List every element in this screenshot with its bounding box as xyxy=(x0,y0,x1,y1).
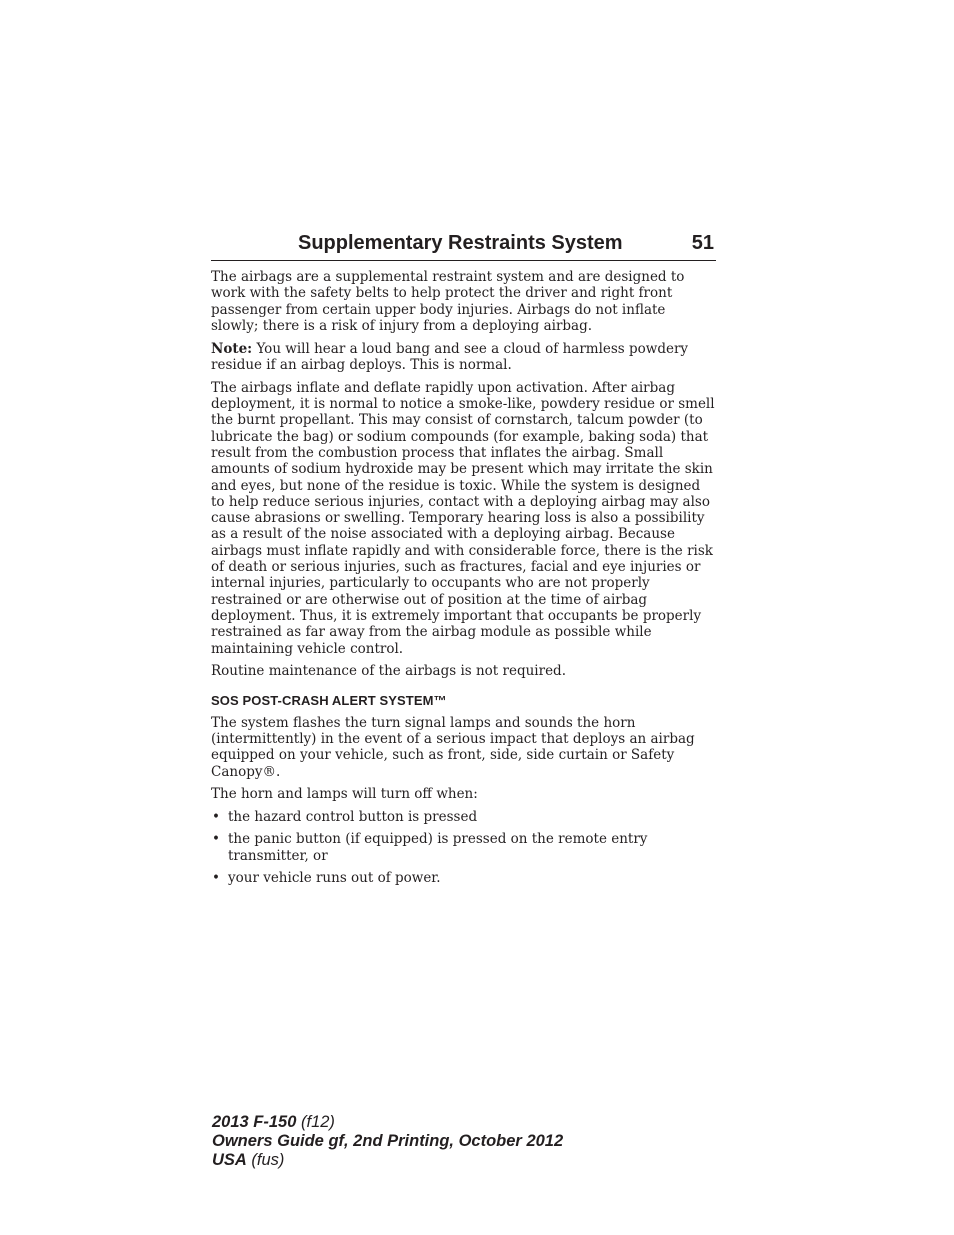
footer-model-code: (f12) xyxy=(296,1113,335,1131)
bullet-icon: • xyxy=(212,870,220,887)
page-header xyxy=(211,228,716,261)
page-number: 51 xyxy=(691,232,714,254)
footer-model: 2013 F-150 xyxy=(212,1113,297,1131)
list-item xyxy=(211,809,717,825)
intro-paragraph: The airbags are a supplemental restraint system and are designed to work with the safety belts to help protect the driver and right front passenger from certain upper body injuries. Airbags do not inflate slowly; there is a risk of injury from a deploying airbag. xyxy=(211,269,685,334)
note-text: You will hear a loud bang and see a cloud of harmless powdery residue if an airbag deploys. This is normal. xyxy=(211,340,689,373)
sos-description-paragraph: The system flashes the turn signal lamps and sounds the horn (intermittently) in the event of a serious impact that deploys an airbag equipped on your vehicle, such as front, side, side curtain or Safety Canopy®. xyxy=(211,714,695,780)
footer-guide-info: Owners Guide gf, 2nd Printing, October 2012 xyxy=(212,1132,564,1150)
footer-market: USA xyxy=(212,1151,247,1169)
note-label: Note: xyxy=(211,340,253,357)
footer-line-guide xyxy=(212,1132,563,1151)
bullet-icon: • xyxy=(212,831,220,848)
deployment-paragraph: The airbags inflate and deflate rapidly upon activation. After airbag deployment, it is normal to notice a smoke-like, powdery residue or smell the burnt propellant. This may consist of cornstarch, talcum powder (to lubricate the bag) or sodium compounds (for example, baking soda) that result from the combustion process that inflates the airbag. Small amounts of sodium hydroxide may be present which may irritate the skin and eyes, but none of the residue is toxic. While the system is designed to help reduce serious injuries, contact with a deploying airbag may also cause abrasions or swelling. Temporary hearing loss is also a possibility as a result of the noise associated with a deploying airbag. Because airbags must inflate rapidly and with considerable force, there is the risk of death or serious injuries, such as fractures, facial and eye injuries or internal injuries, particularly to occupants who are not properly restrained or are otherwise out of position at the time of airbag deployment. Thus, it is extremely important that occupants be properly restrained as far away from the airbag module as possible while maintaining vehicle control. xyxy=(211,379,715,657)
page-footer xyxy=(212,1113,563,1170)
turn-off-conditions-list xyxy=(211,809,717,887)
note-paragraph xyxy=(211,341,717,374)
list-item xyxy=(211,831,717,864)
bullet-icon: • xyxy=(212,808,220,825)
list-item-text: your vehicle runs out of power. xyxy=(228,870,441,887)
horn-lamps-paragraph: The horn and lamps will turn off when: xyxy=(211,786,478,803)
section-title: Supplementary Restraints System xyxy=(298,232,623,254)
footer-market-code: (fus) xyxy=(246,1151,285,1169)
list-item-text: the panic button (if equipped) is pressed on the remote entry transmitter, or xyxy=(228,831,648,864)
footer-line-model xyxy=(212,1113,563,1132)
list-item xyxy=(211,870,717,886)
list-item-text: the hazard control button is pressed xyxy=(228,808,478,825)
section-heading: SOS POST-CRASH ALERT SYSTEM™ xyxy=(211,692,447,708)
maintenance-paragraph: Routine maintenance of the airbags is not required. xyxy=(211,663,566,680)
page-content xyxy=(211,269,717,893)
footer-line-market xyxy=(212,1151,563,1170)
